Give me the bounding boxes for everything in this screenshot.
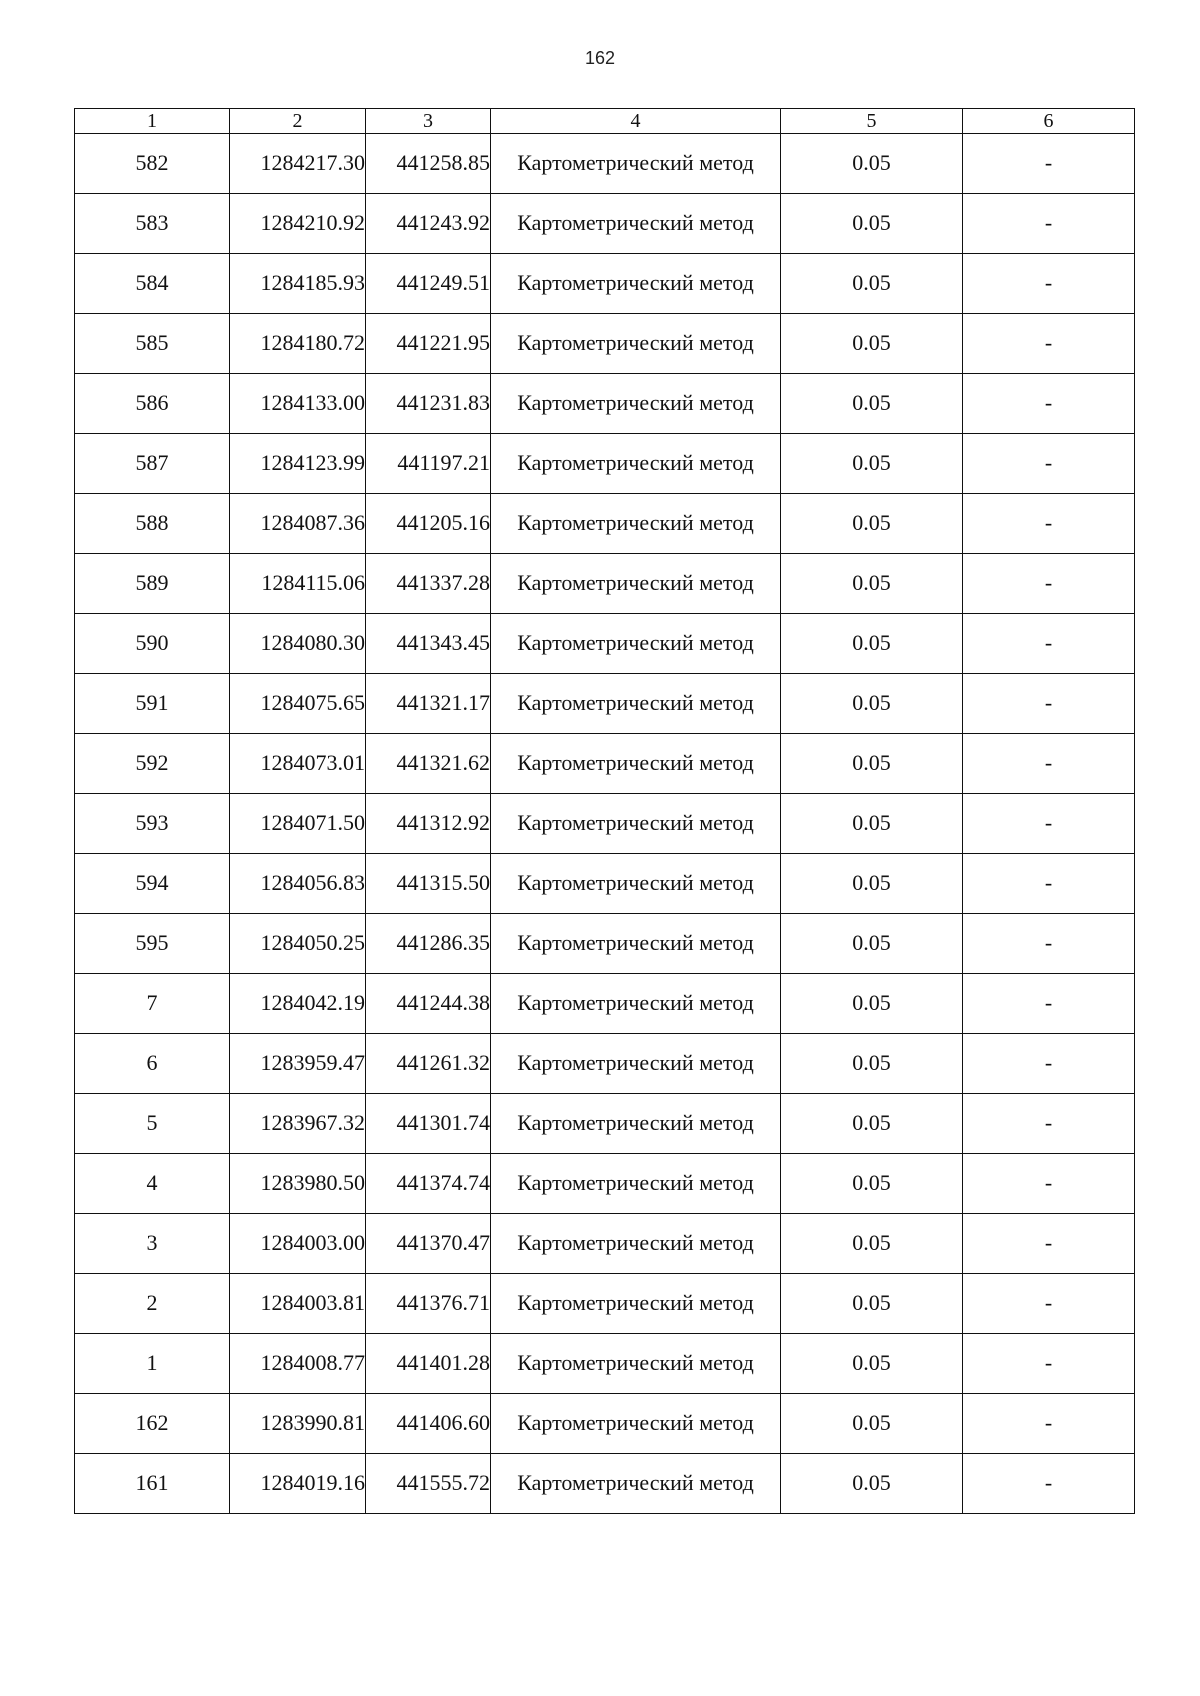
cell-accuracy: 0.05 — [781, 1334, 963, 1394]
cell-method: Картометрический метод — [491, 314, 781, 374]
cell-point-number: 585 — [75, 314, 230, 374]
table-row — [75, 1334, 1135, 1394]
cell-accuracy: 0.05 — [781, 554, 963, 614]
cell-method: Картометрический метод — [491, 494, 781, 554]
cell-note: - — [963, 194, 1135, 254]
cell-y-coordinate: 441343.45 — [366, 614, 491, 674]
cell-point-number: 587 — [75, 434, 230, 494]
cell-note: - — [963, 374, 1135, 434]
table-row — [75, 434, 1135, 494]
cell-y-coordinate: 441244.38 — [366, 974, 491, 1034]
cell-x-coordinate: 1284019.16 — [230, 1454, 366, 1514]
cell-note: - — [963, 614, 1135, 674]
table-row — [75, 314, 1135, 374]
table-row — [75, 494, 1135, 554]
table-row — [75, 254, 1135, 314]
cell-point-number: 7 — [75, 974, 230, 1034]
cell-x-coordinate: 1284133.00 — [230, 374, 366, 434]
header-col-4: 4 — [491, 109, 781, 134]
cell-point-number: 3 — [75, 1214, 230, 1274]
cell-x-coordinate: 1284008.77 — [230, 1334, 366, 1394]
cell-y-coordinate: 441197.21 — [366, 434, 491, 494]
cell-method: Картометрический метод — [491, 1154, 781, 1214]
cell-point-number: 593 — [75, 794, 230, 854]
cell-y-coordinate: 441374.74 — [366, 1154, 491, 1214]
cell-x-coordinate: 1284003.00 — [230, 1214, 366, 1274]
table-row — [75, 674, 1135, 734]
cell-y-coordinate: 441258.85 — [366, 134, 491, 194]
table-row — [75, 1034, 1135, 1094]
cell-note: - — [963, 734, 1135, 794]
header-col-1: 1 — [75, 109, 230, 134]
cell-x-coordinate: 1284123.99 — [230, 434, 366, 494]
cell-y-coordinate: 441321.62 — [366, 734, 491, 794]
cell-method: Картометрический метод — [491, 554, 781, 614]
table-row — [75, 1454, 1135, 1514]
cell-note: - — [963, 1274, 1135, 1334]
cell-method: Картометрический метод — [491, 1454, 781, 1514]
cell-accuracy: 0.05 — [781, 854, 963, 914]
cell-note: - — [963, 494, 1135, 554]
header-col-2: 2 — [230, 109, 366, 134]
cell-point-number: 5 — [75, 1094, 230, 1154]
cell-note: - — [963, 1034, 1135, 1094]
cell-point-number: 2 — [75, 1274, 230, 1334]
cell-x-coordinate: 1284087.36 — [230, 494, 366, 554]
cell-y-coordinate: 441321.17 — [366, 674, 491, 734]
table-row — [75, 854, 1135, 914]
cell-x-coordinate: 1284217.30 — [230, 134, 366, 194]
cell-y-coordinate: 441337.28 — [366, 554, 491, 614]
table-row — [75, 734, 1135, 794]
cell-x-coordinate: 1284073.01 — [230, 734, 366, 794]
cell-accuracy: 0.05 — [781, 974, 963, 1034]
cell-note: - — [963, 1094, 1135, 1154]
cell-accuracy: 0.05 — [781, 734, 963, 794]
table-row — [75, 974, 1135, 1034]
cell-x-coordinate: 1284056.83 — [230, 854, 366, 914]
cell-x-coordinate: 1284115.06 — [230, 554, 366, 614]
cell-method: Картометрический метод — [491, 254, 781, 314]
cell-x-coordinate: 1284075.65 — [230, 674, 366, 734]
cell-x-coordinate: 1284042.19 — [230, 974, 366, 1034]
cell-note: - — [963, 434, 1135, 494]
cell-accuracy: 0.05 — [781, 1214, 963, 1274]
table-row — [75, 194, 1135, 254]
cell-method: Картометрический метод — [491, 134, 781, 194]
cell-point-number: 583 — [75, 194, 230, 254]
cell-y-coordinate: 441261.32 — [366, 1034, 491, 1094]
cell-method: Картометрический метод — [491, 674, 781, 734]
cell-x-coordinate: 1283959.47 — [230, 1034, 366, 1094]
cell-note: - — [963, 1394, 1135, 1454]
table-row — [75, 1274, 1135, 1334]
cell-accuracy: 0.05 — [781, 914, 963, 974]
cell-point-number: 588 — [75, 494, 230, 554]
cell-note: - — [963, 1154, 1135, 1214]
cell-point-number: 4 — [75, 1154, 230, 1214]
coordinates-table — [74, 108, 1135, 1514]
cell-method: Картометрический метод — [491, 854, 781, 914]
cell-y-coordinate: 441221.95 — [366, 314, 491, 374]
table-row — [75, 614, 1135, 674]
table-row — [75, 134, 1135, 194]
cell-method: Картометрический метод — [491, 1214, 781, 1274]
cell-method: Картометрический метод — [491, 734, 781, 794]
cell-y-coordinate: 441301.74 — [366, 1094, 491, 1154]
cell-point-number: 592 — [75, 734, 230, 794]
cell-accuracy: 0.05 — [781, 1454, 963, 1514]
cell-point-number: 582 — [75, 134, 230, 194]
cell-point-number: 589 — [75, 554, 230, 614]
cell-accuracy: 0.05 — [781, 1034, 963, 1094]
cell-note: - — [963, 1454, 1135, 1514]
cell-method: Картометрический метод — [491, 1094, 781, 1154]
header-col-3: 3 — [366, 109, 491, 134]
cell-x-coordinate: 1284080.30 — [230, 614, 366, 674]
cell-y-coordinate: 441286.35 — [366, 914, 491, 974]
cell-x-coordinate: 1284003.81 — [230, 1274, 366, 1334]
table-row — [75, 1094, 1135, 1154]
cell-method: Картометрический метод — [491, 614, 781, 674]
cell-note: - — [963, 974, 1135, 1034]
cell-accuracy: 0.05 — [781, 794, 963, 854]
cell-x-coordinate: 1284071.50 — [230, 794, 366, 854]
cell-y-coordinate: 441401.28 — [366, 1334, 491, 1394]
cell-accuracy: 0.05 — [781, 674, 963, 734]
cell-y-coordinate: 441312.92 — [366, 794, 491, 854]
cell-point-number: 586 — [75, 374, 230, 434]
cell-accuracy: 0.05 — [781, 1094, 963, 1154]
cell-accuracy: 0.05 — [781, 374, 963, 434]
cell-y-coordinate: 441376.71 — [366, 1274, 491, 1334]
cell-accuracy: 0.05 — [781, 134, 963, 194]
cell-point-number: 161 — [75, 1454, 230, 1514]
cell-accuracy: 0.05 — [781, 1394, 963, 1454]
cell-x-coordinate: 1284185.93 — [230, 254, 366, 314]
header-col-6: 6 — [963, 109, 1135, 134]
cell-accuracy: 0.05 — [781, 614, 963, 674]
cell-accuracy: 0.05 — [781, 434, 963, 494]
cell-method: Картометрический метод — [491, 1334, 781, 1394]
cell-note: - — [963, 1334, 1135, 1394]
cell-y-coordinate: 441315.50 — [366, 854, 491, 914]
cell-accuracy: 0.05 — [781, 1154, 963, 1214]
cell-note: - — [963, 314, 1135, 374]
table-row — [75, 1394, 1135, 1454]
cell-y-coordinate: 441249.51 — [366, 254, 491, 314]
cell-method: Картометрический метод — [491, 914, 781, 974]
cell-method: Картометрический метод — [491, 1034, 781, 1094]
table-body — [75, 134, 1135, 1514]
header-col-5: 5 — [781, 109, 963, 134]
cell-x-coordinate: 1284210.92 — [230, 194, 366, 254]
cell-accuracy: 0.05 — [781, 494, 963, 554]
table-row — [75, 794, 1135, 854]
table-row — [75, 374, 1135, 434]
cell-point-number: 1 — [75, 1334, 230, 1394]
table-row — [75, 1154, 1135, 1214]
cell-method: Картометрический метод — [491, 1274, 781, 1334]
cell-note: - — [963, 674, 1135, 734]
cell-y-coordinate: 441370.47 — [366, 1214, 491, 1274]
cell-x-coordinate: 1284050.25 — [230, 914, 366, 974]
cell-note: - — [963, 134, 1135, 194]
cell-y-coordinate: 441243.92 — [366, 194, 491, 254]
cell-note: - — [963, 854, 1135, 914]
cell-accuracy: 0.05 — [781, 254, 963, 314]
cell-point-number: 162 — [75, 1394, 230, 1454]
cell-point-number: 590 — [75, 614, 230, 674]
cell-y-coordinate: 441205.16 — [366, 494, 491, 554]
cell-x-coordinate: 1283990.81 — [230, 1394, 366, 1454]
cell-x-coordinate: 1284180.72 — [230, 314, 366, 374]
cell-method: Картометрический метод — [491, 1394, 781, 1454]
cell-y-coordinate: 441555.72 — [366, 1454, 491, 1514]
table-row — [75, 554, 1135, 614]
cell-accuracy: 0.05 — [781, 314, 963, 374]
cell-note: - — [963, 794, 1135, 854]
cell-y-coordinate: 441406.60 — [366, 1394, 491, 1454]
cell-note: - — [963, 914, 1135, 974]
table-header — [75, 109, 1135, 134]
cell-point-number: 591 — [75, 674, 230, 734]
cell-x-coordinate: 1283980.50 — [230, 1154, 366, 1214]
cell-method: Картометрический метод — [491, 974, 781, 1034]
cell-method: Картометрический метод — [491, 794, 781, 854]
cell-point-number: 6 — [75, 1034, 230, 1094]
cell-note: - — [963, 554, 1135, 614]
cell-method: Картометрический метод — [491, 374, 781, 434]
table-row — [75, 1214, 1135, 1274]
cell-accuracy: 0.05 — [781, 194, 963, 254]
cell-x-coordinate: 1283967.32 — [230, 1094, 366, 1154]
page-number: 162 — [584, 48, 616, 68]
cell-note: - — [963, 254, 1135, 314]
cell-point-number: 584 — [75, 254, 230, 314]
table-row — [75, 914, 1135, 974]
cell-method: Картометрический метод — [491, 194, 781, 254]
cell-accuracy: 0.05 — [781, 1274, 963, 1334]
cell-method: Картометрический метод — [491, 434, 781, 494]
cell-point-number: 594 — [75, 854, 230, 914]
cell-y-coordinate: 441231.83 — [366, 374, 491, 434]
header-row — [75, 109, 1135, 134]
cell-point-number: 595 — [75, 914, 230, 974]
cell-note: - — [963, 1214, 1135, 1274]
